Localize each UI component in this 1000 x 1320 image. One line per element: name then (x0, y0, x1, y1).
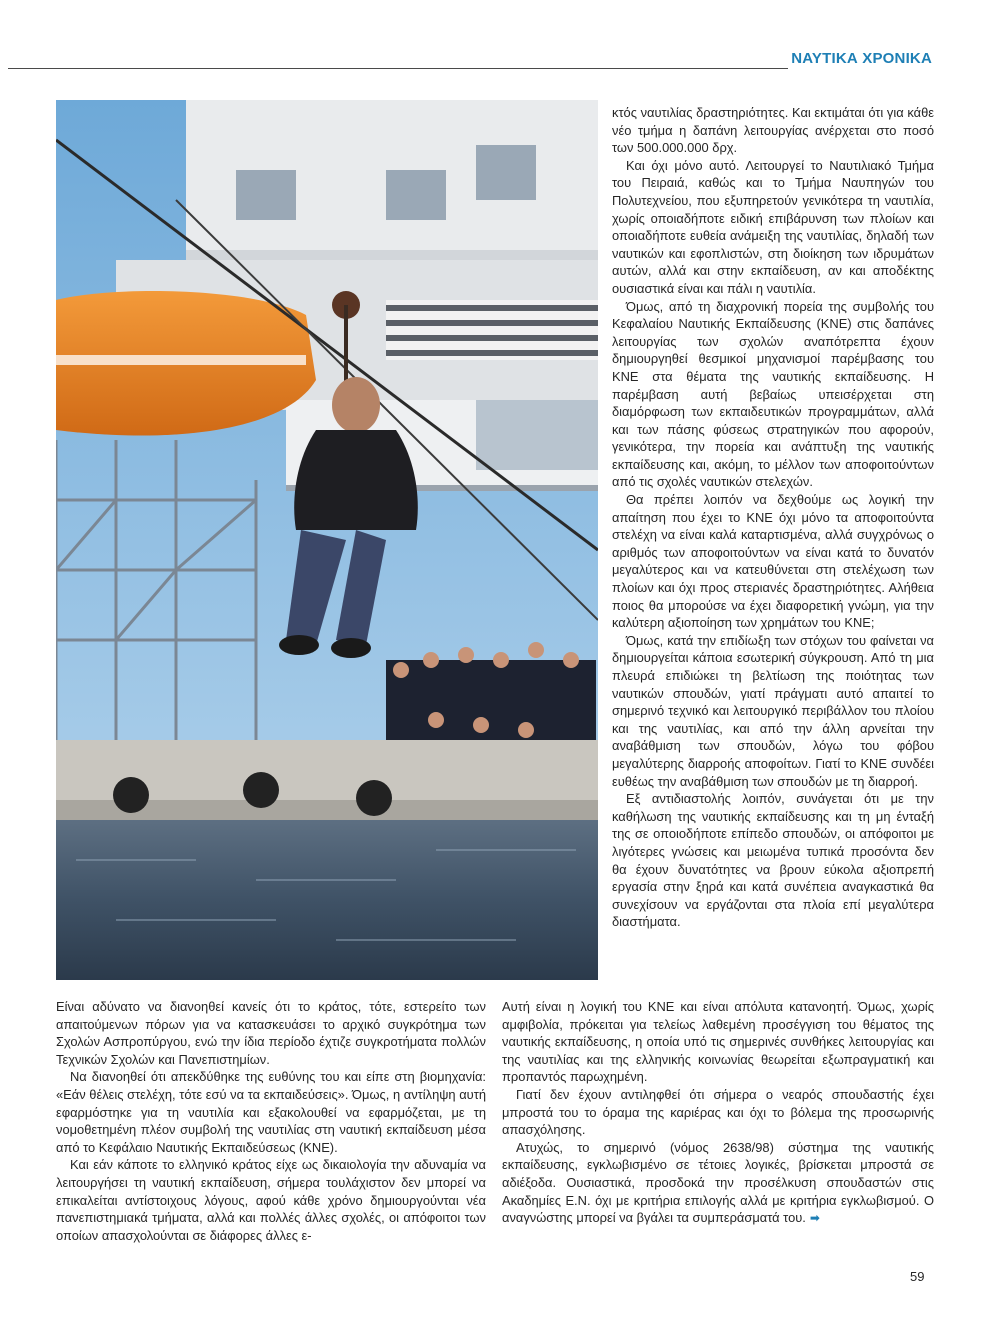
training-photo (56, 100, 598, 980)
paragraph: Εξ αντιδιαστολής λοιπόν, συνάγεται ότι με την καθήλωση της ναυτικής εκπαίδευσης και τη μη ένταξή της σε οποιοδήποτε επίπεδο σπουδών, οι απόφοιτοι με λιγότερες γνώσεις και μειωμένα τυπικά προσόντα δεν θα έχουν δυνατότητες να βρουν εύκολα αξιοπρεπή εργασία στην ξηρά και κατά συνέπεια αναγκαστικά θα συνεχίσουν να εργάζονται στα πλοία επί μεγαλύτερα διαστήματα. (612, 791, 934, 930)
paragraph: Να διανοηθεί ότι απεκδύθηκε της ευθύνης του και είπε στη βιομηχανία: «Εάν θέλεις στελέχη, τότε εσύ να τα εκπαιδεύσεις». Όμως, η αντίληψη αυτή εφαρμόστηκε για τη ναυτιλία και εξακολουθεί να εφαρμόζεται, με τη νομοθετημένη πλέον συμβολή της ναυτιλίας στη ναυτική εκπαίδευση μέσα από το Κεφάλαιο Ναυτικής Εκπαιδεύσεως (ΚΝΕ). (56, 1069, 486, 1155)
paragraph: Και όχι μόνο αυτό. Λειτουργεί το Ναυτιλιακό Τμήμα του Πειραιά, καθώς και το Τμήμα Ναυπηγών του Πολυτεχνείου, που εξυπηρετούν γενικότερα τη ναυτιλία, χωρίς οποιαδήποτε ειδική επιβάρυνση των πλοίων και οποιαδήποτε ευθεία ανάμειξη της ναυτιλίας, δηλαδή των ναυτικών και εφοπλιστών, στη διοίκηση των ιδρυμάτων αυτών, αλλά και στην εκπαίδευση, αν και αποδέκτης ουσιαστικά είναι και πάλι η ναυτιλία. (612, 157, 934, 296)
paragraph-text: Ατυχώς, το σημερινό (νόμος 2638/98) σύστημα της ναυτικής εκπαίδευσης, εγκλωβισμένο σε τέτοιες λογικές, βρίσκεται μπροστά σε αδιέξοδα. Ουσιαστικά, προσδοκά την προσέλκυση σπουδαστών στις Ακαδημίες Ε.Ν. όχι με κριτήρια επιλογής αλλά με κριτήρια εγκλωβισμού. Ο αναγνώστης μπορεί να βγάλει τα συμπεράσματά του. (502, 1139, 934, 1226)
paragraph: Όμως, από τη διαχρονική πορεία της συμβολής του Κεφαλαίου Ναυτικής Εκπαίδευσης (ΚΝΕ) στις δαπάνες λειτουργίας των σχολών αναπότρεπτα έχουν δημιουργηθεί θεσμικοί μηχανισμοί παρέμβασης του ΚΝΕ στα θέματα της ναυτικής εκπαίδευσης. Η παρέμβαση αυτή βεβαίως υπεισέρχεται στη διαμόρφωση των εκπαιδευτικών προγραμμάτων, αλλά και των πάσης φύσεως στρατηγικών που αφορούν, γενικότερα, την πορεία και ανάπτυξη της ναυτικής εκπαίδευσης και, ακόμη, το μέλλον των αποφοιτούντων από τις σχολές ναυτικών στελεχών. (612, 298, 934, 490)
paragraph (502, 1139, 934, 1228)
page-number: 59 (910, 1269, 925, 1284)
paragraph: Όμως, κατά την επιδίωξη των στόχων του φαίνεται να δημιουργείται κάποια εσωτερική σύγκρουση. Από τη μια πλευρά επιδιώκει τη βελτίωση της ποιότητας των ναυτικών σπουδών, γιατί πράγματι αυτό απαιτεί το σημερινό τεχνικό και λειτουργικό περιβάλλον του πλοίου και της ναυτιλίας, και από την άλλη αρνείται την αναβάθμιση των σπουδών, λόγω του φόβου μεγαλύτερης διαρροής αποφοίτων. Γιατί το ΚΝΕ συνδέει ευθέως την αναβάθμιση των σπουδών με τη διαρροή. (612, 632, 934, 789)
paragraph: Θα πρέπει λοιπόν να δεχθούμε ως λογική την απαίτηση που έχει το ΚΝΕ όχι μόνο τα αποφοιτούντα στελέχη να είναι καλά καταρτισμένα, αλλά συγχρόνως ο αριθμός των αποφοιτούντων να είναι κατά το δυνατόν μεγαλύτερος και να κατευθύνεται στη στελέχωση των πλοίων και όχι προς στεριανές δραστηριότητες. Αλήθεια ποιος θα μπορούσε να έχει διαφορετική γνώμη, για την καλύτερη αξιοποίηση των χρημάτων του ΚΝΕ; (612, 492, 934, 631)
article-right-column (612, 104, 934, 931)
training-photo-icon (56, 100, 598, 980)
paragraph: Γιατί δεν έχουν αντιληφθεί ότι σήμερα ο νεαρός σπουδαστής έχει μπροστά του το όραμα της καριέρας και όχι το βόλεμα της προσωρινής απασχόλησης. (502, 1086, 934, 1138)
article-bottom-right-column (502, 998, 934, 1228)
section-title: ΝΑΥΤΙΚΑ ΧΡΟΝΙΚΑ (791, 50, 932, 67)
paragraph: Και εάν κάποτε το ελληνικό κράτος είχε ως δικαιολογία την αδυναμία να λειτουργήσει τη ναυτική εκπαίδευση, σήμερα τουλάχιστον δεν μπορεί να επικαλείται αντίστοιχους λόγους, αφού κάθε χρόνο δημιουργούνται νέα πανεπιστημιακά τμήματα, αλλά και πολλές άλλες σχολές, οι απόφοιτοι των οποίων απασχολούνται σε διάφορες άλλες ε- (56, 1157, 486, 1243)
continue-arrow-icon: ➡ (809, 1211, 820, 1226)
paragraph: κτός ναυτιλίας δραστηριότητες. Και εκτιμάται ότι για κάθε νέο τμήμα η δαπάνη λειτουργίας ανέρχεται στο ποσό των 500.000.000 δρχ. (612, 105, 934, 156)
header-rule (8, 68, 788, 69)
paragraph: Αυτή είναι η λογική του ΚΝΕ και είναι απόλυτα κατανοητή. Όμως, χωρίς αμφιβολία, πρόκειται για τελείως λαθεμένη προσέγγιση του θέματος της ναυτικής εκπαίδευσης, η οποία υπό τις σημερινές συνθήκες λειτουργίας και της ναυτιλίας και της ελληνικής κοινωνίας θεωρείται εξωπραγματική και προπαντός παρωχημένη. (502, 999, 934, 1085)
paragraph: Είναι αδύνατο να διανοηθεί κανείς ότι το κράτος, τότε, εστερείτο των απαιτούμενων πόρων για να κατασκευάσει το αρχικό συγκρότημα των Σχολών Ασπροπύργου, ενώ την ίδια περίοδο έχτιζε συγκροτήματα πολλών Τεχνικών Σχολών και Πανεπιστημίων. (56, 999, 486, 1067)
article-bottom-left-column (56, 998, 486, 1244)
